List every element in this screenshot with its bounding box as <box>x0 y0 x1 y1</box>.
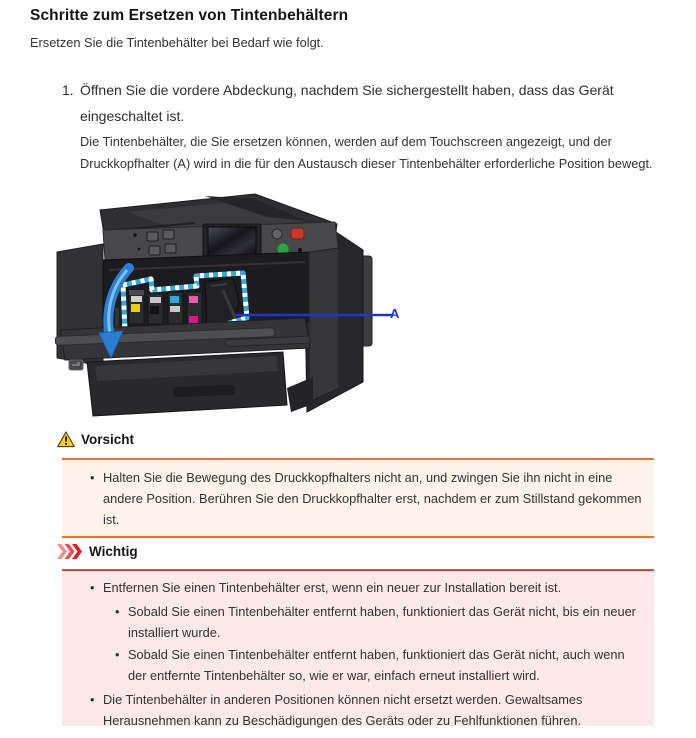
printer-cassette <box>87 352 313 416</box>
important-item-text: Entfernen Sie einen Tintenbehälter erst, wenn ein neuer zur Installation bereit ist. <box>103 580 562 595</box>
step-text: Öffnen Sie die vordere Abdeckung, nachdem Sie sichergestellt haben, dass das Gerät eingeschaltet ist. <box>80 82 614 124</box>
ink-tank-yellow <box>129 290 144 324</box>
bullet-marker: • <box>115 604 120 619</box>
bullet-marker: • <box>90 580 95 595</box>
touchscreen <box>208 227 256 256</box>
caution-title: Vorsicht <box>81 432 135 447</box>
important-subitem-text: Sobald Sie einen Tintenbehälter entfernt haben, funktioniert das Gerät nicht, bis ein neuer installiert wurde. <box>128 604 636 640</box>
caution-item-text: Halten Sie die Bewegung des Druckkopfhalters nicht an, und zwingen Sie ihn nicht in eine andere Position. Berühren Sie den Druckkopfhalter erst, nachdem er zum Stillstand gekommen ist. <box>103 470 642 527</box>
important-title: Wichtig <box>89 544 138 559</box>
ink-tank-magenta <box>187 292 202 325</box>
figure-label-a: A <box>390 306 400 321</box>
stop-button <box>291 228 304 239</box>
important-item <box>90 577 644 598</box>
important-sublist <box>115 601 644 686</box>
important-subitem <box>115 601 644 643</box>
important-heading <box>57 544 138 559</box>
step-detail: Die Tintenbehälter, die Sie ersetzen können, werden auf dem Touchscreen angezeigt, und der Druckkopfhalter (A) wird in die für den Austausch dieser Tintenbehälter erforderliche Position bewegt. <box>80 134 653 171</box>
caution-item <box>90 467 644 530</box>
important-item <box>90 689 644 731</box>
step-1 <box>62 77 668 129</box>
caution-heading <box>57 431 134 448</box>
caution-box <box>62 458 654 538</box>
important-subitem <box>115 644 644 686</box>
printer-figure <box>55 190 405 430</box>
step-number: 1. <box>62 82 74 98</box>
bullet-marker: • <box>115 647 120 662</box>
page-title: Schritte zum Ersetzen von Tintenbehältern <box>30 7 349 24</box>
bullet-marker: • <box>90 470 95 485</box>
important-box <box>62 569 654 726</box>
ink-tank-black <box>148 293 163 324</box>
ink-tank-cyan <box>168 292 183 324</box>
triple-chevron-icon <box>57 544 83 559</box>
important-subitem-text: Sobald Sie einen Tintenbehälter entfernt haben, funktioniert das Gerät nicht, auch wenn der entfernte Tintenbehälter so, wie er war, einfach erneut installiert wird. <box>128 647 625 683</box>
bullet-marker: • <box>90 692 95 707</box>
printer-illustration <box>55 190 405 430</box>
intro-text: Ersetzen Sie die Tintenbehälter bei Bedarf wie folgt. <box>30 35 324 50</box>
usb-port-icon <box>69 360 83 370</box>
important-item-text: Die Tintenbehälter in anderen Positionen können nicht ersetzt werden. Gewaltsames Herausnehmen kann zu Beschädigungen des Geräts oder zu Fehlfunktionen führen. <box>103 692 583 728</box>
warning-triangle-icon <box>57 431 75 448</box>
